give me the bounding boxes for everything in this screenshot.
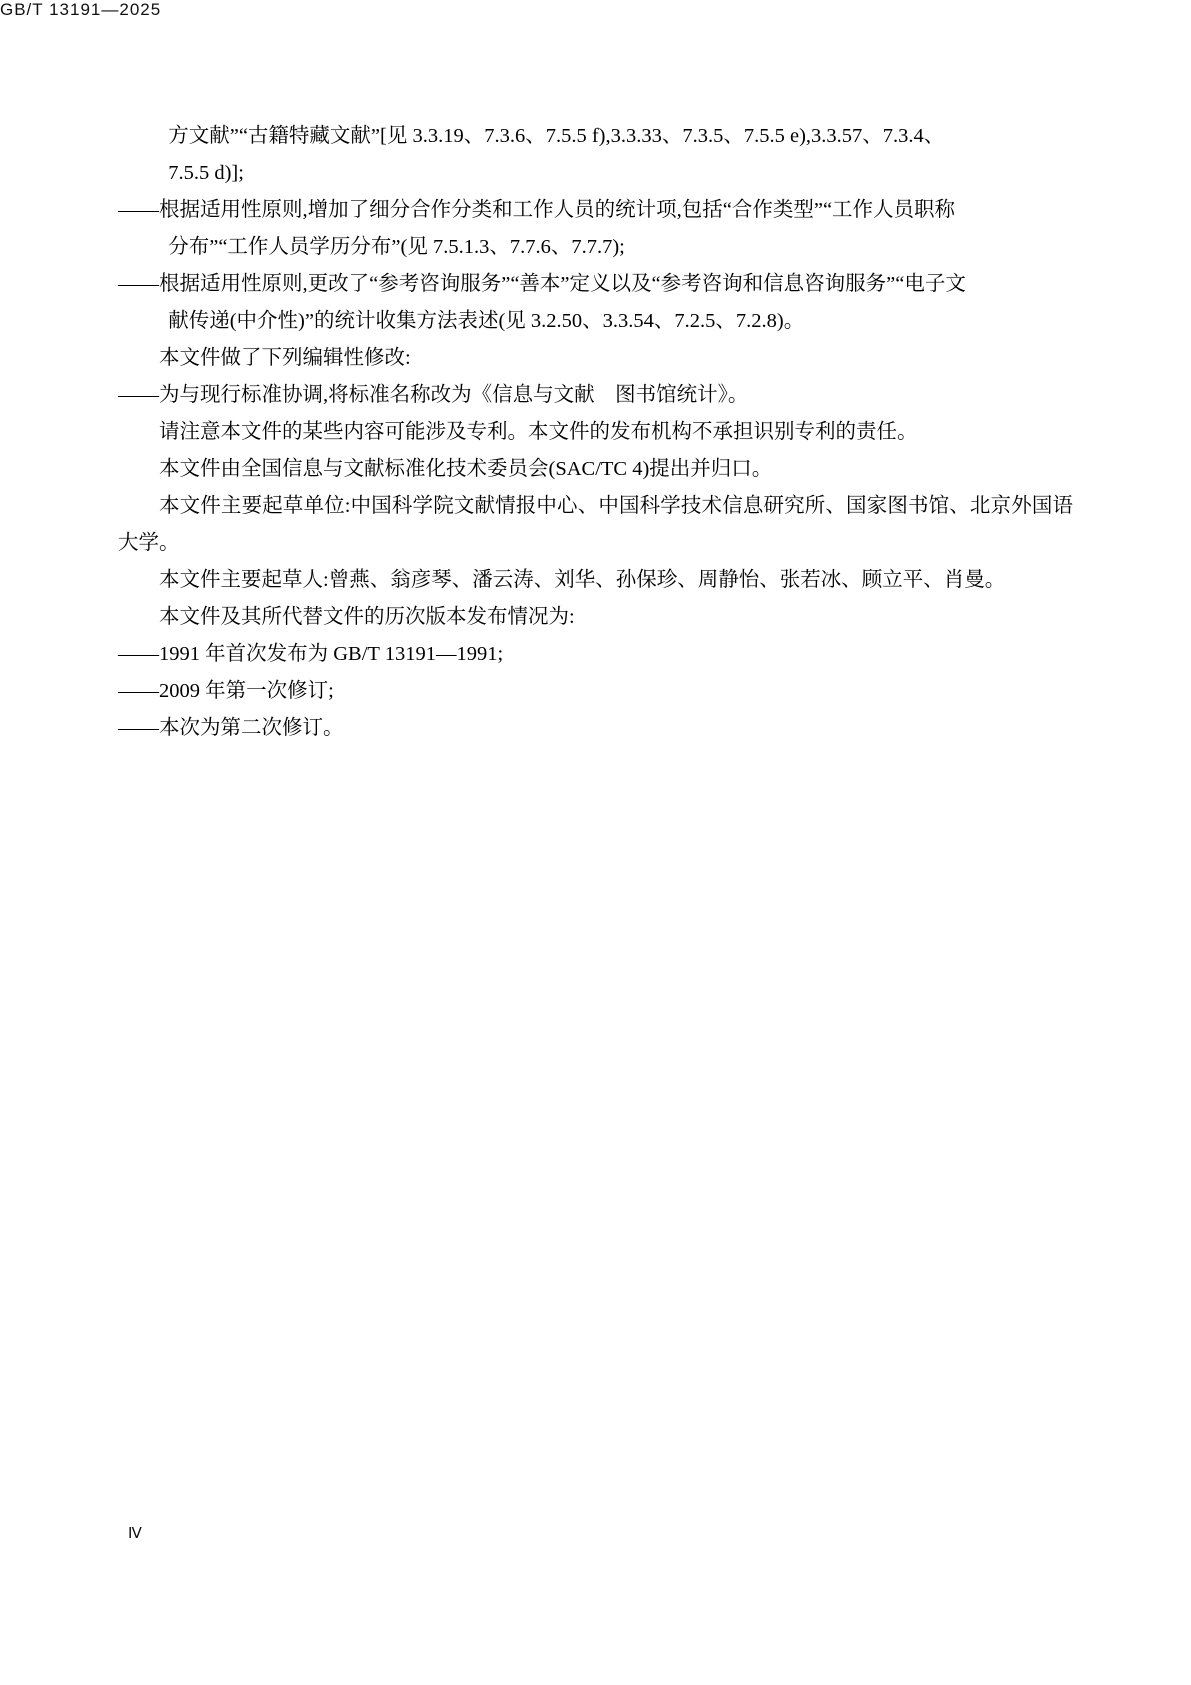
list-item: ——根据适用性原则,增加了细分合作分类和工作人员的统计项,包括“合作类型”“工作人员职称 (118, 199, 956, 221)
paragraph-continuation: 7.5.5 d)]; (168, 162, 244, 184)
text-block (118, 118, 1073, 747)
document-body (118, 118, 1073, 747)
paragraph-continuation: 献传递(中介性)”的统计收集方法表述(见 3.2.50、3.3.54、7.2.5、7.2.8)。 (168, 310, 805, 332)
list-item: ——1991 年首次发布为 GB/T 13191—1991; (118, 643, 504, 665)
paragraph: 请注意本文件的某些内容可能涉及专利。本文件的发布机构不承担识别专利的责任。 (159, 421, 918, 443)
page-header-standard-number: GB/T 13191—2025 (0, 0, 162, 19)
paragraph: 本文件主要起草人:曾燕、翁彦琴、潘云涛、刘华、孙保珍、周静怡、张若冰、顾立平、肖曼。 (159, 569, 1006, 591)
paragraph: 本文件主要起草单位:中国科学院文献情报中心、中国科学技术信息研究所、国家图书馆、北京外国语大学。 (118, 495, 1073, 554)
paragraph: 本文件做了下列编辑性修改: (159, 347, 411, 369)
page-number: Ⅳ (128, 1525, 142, 1542)
paragraph: 本文件及其所代替文件的历次版本发布情况为: (159, 606, 575, 628)
paragraph-continuation: 方文献”“古籍特藏文献”[见 3.3.19、7.3.6、7.5.5 f),3.3.33、7.3.5、7.5.5 e),3.3.57、7.3.4、 (168, 125, 945, 147)
list-item: ——根据适用性原则,更改了“参考咨询服务”“善本”定义以及“参考咨询和信息咨询服务”“电子文 (118, 273, 966, 295)
paragraph-continuation: 分布”“工作人员学历分布”(见 7.5.1.3、7.7.6、7.7.7); (168, 236, 625, 258)
list-item: ——为与现行标准协调,将标准名称改为《信息与文献 图书馆统计》。 (118, 384, 749, 406)
list-item: ——本次为第二次修订。 (118, 717, 344, 739)
paragraph: 本文件由全国信息与文献标准化技术委员会(SAC/TC 4)提出并归口。 (159, 458, 773, 480)
list-item: ——2009 年第一次修订; (118, 680, 334, 702)
